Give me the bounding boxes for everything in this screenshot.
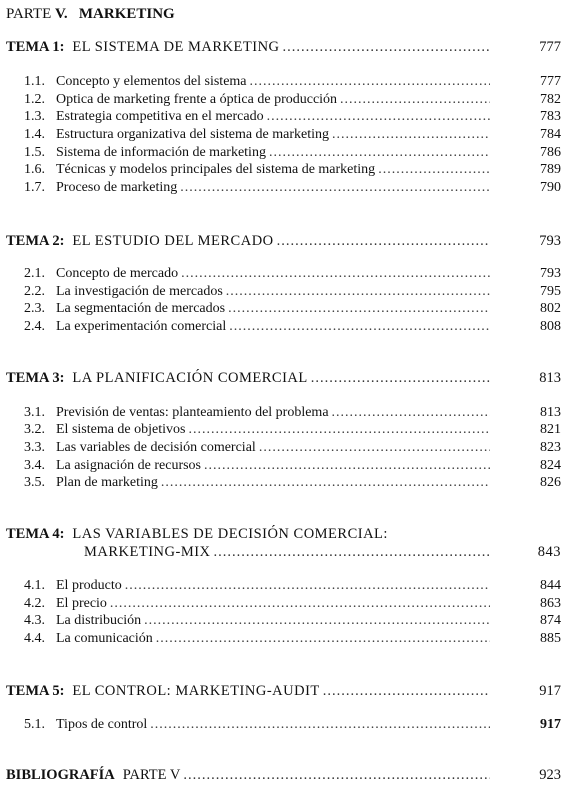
leader-dots [378, 161, 490, 179]
leader-dots [214, 543, 490, 561]
item-number: 4.3. [24, 613, 45, 628]
item-number: 1.6. [24, 162, 45, 177]
toc-item [24, 126, 561, 144]
bibliography-page: 923 [539, 767, 561, 783]
toc-item [24, 161, 561, 179]
item-number: 1.2. [24, 92, 45, 107]
tema-heading [6, 232, 561, 250]
tema-label: TEMA 4: [6, 526, 65, 542]
item-text: La asignación de recursos [56, 458, 201, 473]
leader-dots [250, 73, 490, 91]
leader-dots [277, 232, 490, 250]
item-text: La experimentación comercial [56, 319, 227, 334]
toc-item [24, 91, 561, 109]
toc-item [24, 474, 561, 492]
tema-heading [6, 38, 561, 56]
leader-dots [259, 439, 490, 457]
item-text: Sistema de información de marketing [56, 145, 266, 160]
item-text: Concepto y elementos del sistema [56, 74, 247, 89]
item-number: 2.2. [24, 284, 45, 299]
toc-item [24, 612, 561, 630]
leader-dots [161, 474, 490, 492]
item-number: 3.2. [24, 422, 45, 437]
item-page: 813 [540, 405, 561, 420]
tema-title-continuation: MARKETING-MIX [84, 544, 211, 560]
item-page: 793 [540, 266, 561, 281]
item-number: 3.1. [24, 405, 45, 420]
tema-heading-continuation [84, 543, 561, 561]
toc-item [24, 404, 561, 422]
item-text: Las variables de decisión comercial [56, 440, 256, 455]
item-text: Plan de marketing [56, 475, 158, 490]
item-number: 3.3. [24, 440, 45, 455]
leader-dots [150, 716, 490, 734]
tema-page: 793 [539, 233, 561, 249]
item-number: 2.4. [24, 319, 45, 334]
item-page: 823 [540, 440, 561, 455]
leader-dots [125, 577, 490, 595]
item-number: 3.5. [24, 475, 45, 490]
tema-page: 843 [537, 544, 561, 560]
leader-dots [156, 630, 490, 648]
item-text: La distribución [56, 613, 142, 628]
toc-item [24, 716, 561, 734]
toc-item [24, 630, 561, 648]
toc-item [24, 179, 561, 197]
leader-dots [110, 595, 490, 613]
item-text: Concepto de mercado [56, 266, 179, 281]
tema-title: EL SISTEMA DE MARKETING [72, 39, 280, 55]
item-page: 844 [540, 578, 561, 593]
bibliography-heading [6, 766, 561, 784]
leader-dots [332, 404, 490, 422]
bibliography-label: BIBLIOGRAFÍA [6, 767, 115, 783]
toc-item [24, 144, 561, 162]
item-text: Técnicas y modelos principales del sistema de marketing [56, 162, 376, 177]
item-number: 2.3. [24, 301, 45, 316]
leader-dots [188, 421, 490, 439]
part-title [6, 6, 175, 23]
leader-dots [228, 300, 490, 318]
item-page: 826 [540, 475, 561, 490]
toc-item [24, 300, 561, 318]
item-page: 824 [540, 458, 561, 473]
item-text: La segmentación de mercados [56, 301, 226, 316]
leader-dots [269, 144, 490, 162]
item-number: 4.2. [24, 596, 45, 611]
item-text: La comunicación [56, 631, 153, 646]
toc-item [24, 577, 561, 595]
item-page: 917 [540, 717, 561, 732]
tema-title: EL CONTROL: MARKETING-AUDIT [72, 683, 320, 699]
item-page: 863 [540, 596, 561, 611]
item-page: 783 [540, 109, 561, 124]
item-text: El producto [56, 578, 122, 593]
item-number: 5.1. [24, 717, 45, 732]
item-number: 1.4. [24, 127, 45, 142]
leader-dots [144, 612, 490, 630]
item-page: 789 [540, 162, 561, 177]
leader-dots [229, 318, 490, 336]
tema-label: TEMA 2: [6, 233, 65, 249]
tema-title: LA PLANIFICACIÓN COMERCIAL [72, 370, 308, 386]
item-page: 802 [540, 301, 561, 316]
toc-item [24, 108, 561, 126]
tema-page: 917 [539, 683, 561, 699]
tema-heading [6, 369, 561, 387]
part-label: PARTE [6, 6, 52, 22]
tema-label: TEMA 1: [6, 39, 65, 55]
leader-dots [267, 108, 490, 126]
item-number: 1.1. [24, 74, 45, 89]
part-roman: V. [54, 6, 68, 22]
item-page: 874 [540, 613, 561, 628]
toc-item [24, 73, 561, 91]
tema-page: 777 [539, 39, 561, 55]
tema-label: TEMA 3: [6, 370, 65, 386]
toc-item [24, 283, 561, 301]
leader-dots [340, 91, 490, 109]
item-page: 784 [540, 127, 561, 142]
item-page: 790 [540, 180, 561, 195]
item-page: 795 [540, 284, 561, 299]
item-text: La investigación de mercados [56, 284, 223, 299]
leader-dots [181, 265, 490, 283]
toc-item [24, 439, 561, 457]
item-text: Previsión de ventas: planteamiento del problema [56, 405, 329, 420]
leader-dots [332, 126, 490, 144]
item-text: El precio [56, 596, 107, 611]
item-number: 3.4. [24, 458, 45, 473]
item-text: Proceso de marketing [56, 180, 178, 195]
item-number: 4.4. [24, 631, 45, 646]
tema-heading [6, 525, 561, 543]
item-page: 777 [540, 74, 561, 89]
leader-dots [311, 369, 490, 387]
leader-dots [180, 179, 490, 197]
item-page: 885 [540, 631, 561, 646]
tema-title: EL ESTUDIO DEL MERCADO [72, 233, 274, 249]
leader-dots [204, 457, 490, 475]
item-text: Estrategia competitiva en el mercado [56, 109, 264, 124]
item-page: 821 [540, 422, 561, 437]
toc-item [24, 318, 561, 336]
item-number: 1.5. [24, 145, 45, 160]
item-text: Optica de marketing frente a óptica de producción [56, 92, 338, 107]
tema-heading [6, 682, 561, 700]
item-number: 4.1. [24, 578, 45, 593]
leader-dots [323, 682, 490, 700]
item-page: 808 [540, 319, 561, 334]
item-number: 1.7. [24, 180, 45, 195]
leader-dots [226, 283, 490, 301]
tema-label: TEMA 5: [6, 683, 65, 699]
item-number: 1.3. [24, 109, 45, 124]
toc-item [24, 595, 561, 613]
leader-dots [183, 766, 490, 784]
toc-item [24, 457, 561, 475]
part-name: MARKETING [78, 6, 175, 22]
item-text: El sistema de objetivos [56, 422, 186, 437]
tema-title: LAS VARIABLES DE DECISIÓN COMERCIAL: [72, 526, 388, 542]
toc-item [24, 265, 561, 283]
bibliography-suffix: PARTE V [122, 767, 181, 783]
item-page: 782 [540, 92, 561, 107]
item-text: Tipos de control [56, 717, 148, 732]
item-number: 2.1. [24, 266, 45, 281]
toc-item [24, 421, 561, 439]
leader-dots [283, 38, 490, 56]
tema-page: 813 [539, 370, 561, 386]
item-text: Estructura organizativa del sistema de marketing [56, 127, 330, 142]
item-page: 786 [540, 145, 561, 160]
